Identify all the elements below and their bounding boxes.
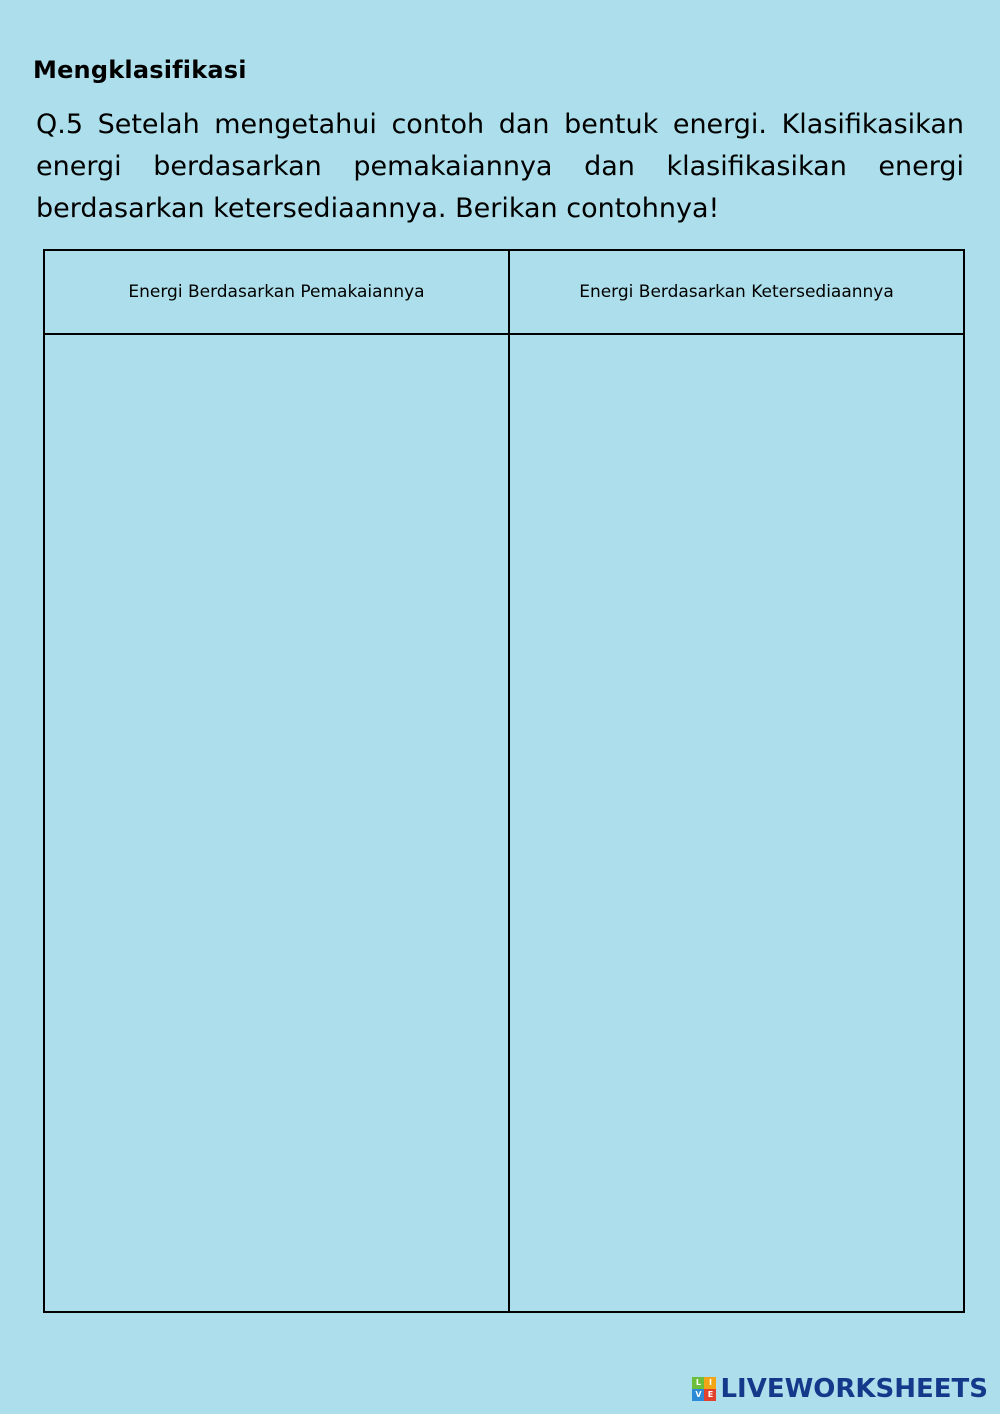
liveworksheets-logo [692,1374,988,1404]
logo-tile-e: E [704,1389,716,1401]
answer-table [43,249,965,1313]
liveworksheets-wordmark: LIVEWORKSHEETS [720,1374,988,1404]
question-text: Q.5 Setelah mengetahui contoh dan bentuk energi. Klasifikasikan energi berdasarkan pemakaiannya dan klasifikasikan energi berdasarkan ketersediaannya. Berikan contohnya! [36,109,964,224]
section-title: Mengklasifikasi [33,56,247,84]
answer-cell-availability[interactable] [509,334,964,1312]
table-answer-row [44,334,964,1312]
column-header-availability: Energi Berdasarkan Ketersediaannya [509,250,964,334]
answer-cell-usage[interactable] [44,334,509,1312]
logo-tile-v: V [692,1389,704,1401]
column-header-usage: Energi Berdasarkan Pemakaiannya [44,250,509,334]
logo-tile-i: I [704,1377,716,1389]
logo-tile-l: L [692,1377,704,1389]
liveworksheets-logo-icon [692,1377,716,1401]
table-header-row [44,250,964,334]
